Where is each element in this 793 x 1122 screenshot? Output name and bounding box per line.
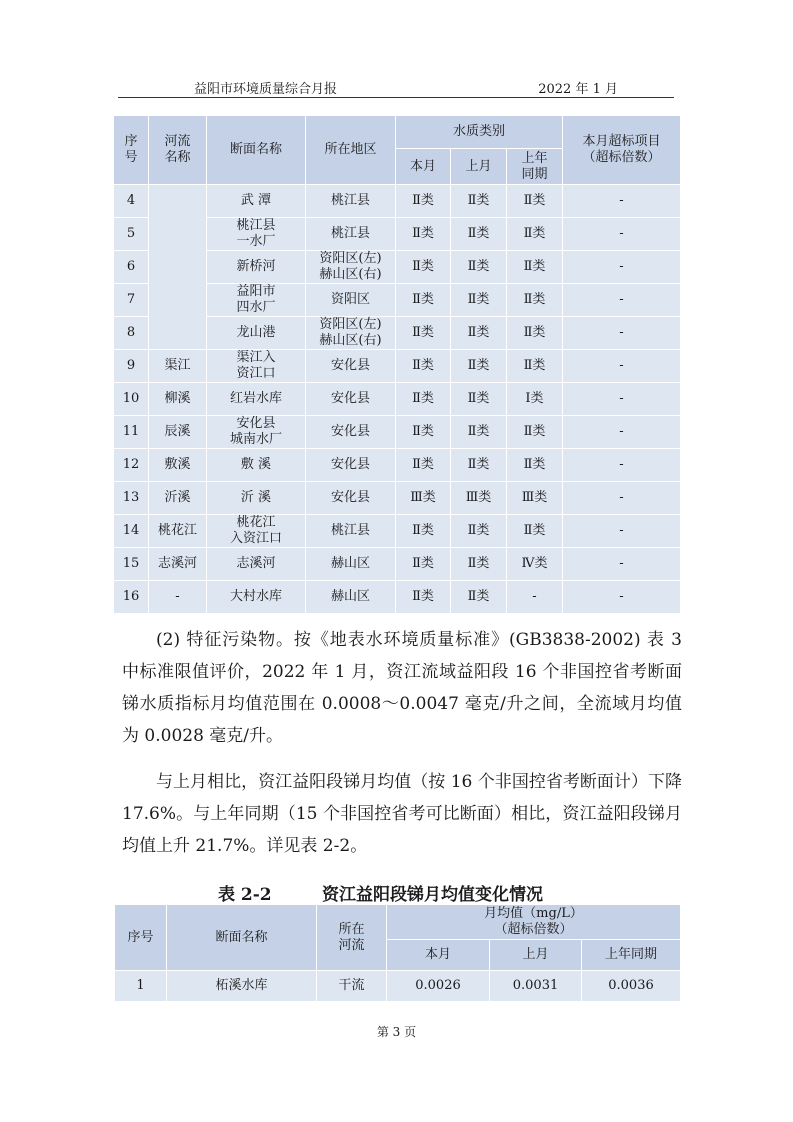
report-title: 益阳市环境质量综合月报 xyxy=(194,82,338,97)
cell-section: 桃花江 入资江口 xyxy=(207,515,306,548)
cell-this-month: Ⅱ类 xyxy=(396,515,451,548)
cell-exceed: - xyxy=(563,482,681,515)
cell-this-month: Ⅲ类 xyxy=(396,482,451,515)
cell-no: 5 xyxy=(114,218,149,251)
header-quality: 水质类别 xyxy=(396,116,563,149)
antimony-table xyxy=(114,904,681,1002)
cell-this-month: Ⅱ类 xyxy=(396,449,451,482)
cell-last-year: Ⅳ类 xyxy=(507,548,563,581)
page-number: 第 3 页 xyxy=(376,1025,417,1039)
cell-this-month: Ⅱ类 xyxy=(396,548,451,581)
cell-region: 安化县 xyxy=(306,383,396,416)
cell-no: 16 xyxy=(114,581,149,614)
cell-river: 柳溪 xyxy=(149,383,207,416)
t2-cell-last-year: 0.0036 xyxy=(582,971,681,1002)
t2-cell-section: 柘溪水库 xyxy=(167,971,317,1002)
cell-no: 6 xyxy=(114,251,149,284)
cell-last-month: Ⅱ类 xyxy=(451,416,507,449)
cell-section: 桃江县 一水厂 xyxy=(207,218,306,251)
table-row xyxy=(114,383,681,416)
cell-region: 安化县 xyxy=(306,449,396,482)
cell-region: 赫山区 xyxy=(306,581,396,614)
cell-last-year: Ⅱ类 xyxy=(507,515,563,548)
header-this-month: 本月 xyxy=(396,149,451,185)
cell-no: 7 xyxy=(114,284,149,317)
cell-no: 14 xyxy=(114,515,149,548)
cell-last-month: Ⅱ类 xyxy=(451,515,507,548)
t2-header-last-year: 上年同期 xyxy=(582,940,681,971)
table-row xyxy=(114,482,681,515)
cell-region: 资阳区(左) 赫山区(右) xyxy=(306,251,396,284)
cell-section: 武 潭 xyxy=(207,185,306,218)
table-row xyxy=(114,185,681,218)
cell-region: 资阳区 xyxy=(306,284,396,317)
cell-exceed: - xyxy=(563,218,681,251)
cell-last-year: Ⅱ类 xyxy=(507,416,563,449)
cell-last-month: Ⅱ类 xyxy=(451,548,507,581)
cell-region: 桃江县 xyxy=(306,515,396,548)
cell-no: 15 xyxy=(114,548,149,581)
cell-region: 赫山区 xyxy=(306,548,396,581)
cell-last-month: Ⅲ类 xyxy=(451,482,507,515)
cell-this-month: Ⅱ类 xyxy=(396,218,451,251)
cell-last-year: Ⅱ类 xyxy=(507,185,563,218)
cell-section: 龙山港 xyxy=(207,317,306,350)
header-no: 序 号 xyxy=(114,116,149,185)
table-row xyxy=(115,971,681,1002)
cell-this-month: Ⅱ类 xyxy=(396,581,451,614)
table-row xyxy=(114,416,681,449)
cell-last-month: Ⅱ类 xyxy=(451,581,507,614)
cell-no: 9 xyxy=(114,350,149,383)
t2-header-this-month: 本月 xyxy=(387,940,490,971)
cell-this-month: Ⅱ类 xyxy=(396,185,451,218)
table-row xyxy=(114,449,681,482)
cell-last-year: Ⅱ类 xyxy=(507,251,563,284)
cell-exceed: - xyxy=(563,317,681,350)
cell-no: 12 xyxy=(114,449,149,482)
cell-this-month: Ⅱ类 xyxy=(396,284,451,317)
header-exceed: 本月超标项目 （超标倍数） xyxy=(563,116,681,185)
table-row xyxy=(114,515,681,548)
t2-header-no: 序号 xyxy=(115,905,167,971)
t2-header-river: 所在 河流 xyxy=(317,905,387,971)
t2-cell-this-month: 0.0026 xyxy=(387,971,490,1002)
cell-last-month: Ⅱ类 xyxy=(451,350,507,383)
cell-section: 新桥河 xyxy=(207,251,306,284)
report-date: 2022 年 1 月 xyxy=(538,82,618,97)
cell-this-month: Ⅱ类 xyxy=(396,350,451,383)
cell-no: 11 xyxy=(114,416,149,449)
cell-region: 安化县 xyxy=(306,482,396,515)
paragraph-comparison: 与上月相比，资江益阳段锑月均值（按 16 个非国控省考断面计）下降 17.6%。与上年同期（15 个非国控省考可比断面）相比，资江益阳段锑月均值上升 21.7%。详见表 2-2。 xyxy=(122,772,682,856)
cell-exceed: - xyxy=(563,548,681,581)
cell-section: 大村水库 xyxy=(207,581,306,614)
header-river: 河流 名称 xyxy=(149,116,207,185)
water-quality-table xyxy=(113,115,681,614)
cell-river: 桃花江 xyxy=(149,515,207,548)
t2-header-avg: 月均值（mg/L） （超标倍数） xyxy=(387,905,681,940)
table-row xyxy=(114,581,681,614)
cell-last-year: Ⅱ类 xyxy=(507,449,563,482)
cell-exceed: - xyxy=(563,581,681,614)
caption-title: 资江益阳段锑月均值变化情况 xyxy=(322,885,543,905)
header-region: 所在地区 xyxy=(306,116,396,185)
cell-last-month: Ⅱ类 xyxy=(451,284,507,317)
cell-river: 渠江 xyxy=(149,350,207,383)
cell-section: 红岩水库 xyxy=(207,383,306,416)
table-caption xyxy=(0,876,793,904)
cell-region: 资阳区(左) 赫山区(右) xyxy=(306,317,396,350)
cell-last-year: Ⅱ类 xyxy=(507,317,563,350)
cell-region: 安化县 xyxy=(306,350,396,383)
cell-region: 桃江县 xyxy=(306,185,396,218)
cell-no: 13 xyxy=(114,482,149,515)
cell-section: 益阳市 四水厂 xyxy=(207,284,306,317)
cell-last-month: Ⅱ类 xyxy=(451,317,507,350)
page-header xyxy=(118,78,674,98)
header-last-year: 上年 同期 xyxy=(507,149,563,185)
cell-last-month: Ⅱ类 xyxy=(451,251,507,284)
cell-section: 敷 溪 xyxy=(207,449,306,482)
cell-section: 沂 溪 xyxy=(207,482,306,515)
cell-river: 志溪河 xyxy=(149,548,207,581)
cell-last-year: Ⅲ类 xyxy=(507,482,563,515)
cell-exceed: - xyxy=(563,251,681,284)
cell-region: 安化县 xyxy=(306,416,396,449)
cell-region: 桃江县 xyxy=(306,218,396,251)
cell-last-year: - xyxy=(507,581,563,614)
cell-exceed: - xyxy=(563,350,681,383)
cell-exceed: - xyxy=(563,416,681,449)
cell-river: - xyxy=(149,581,207,614)
t2-header-section: 断面名称 xyxy=(167,905,317,971)
cell-no: 8 xyxy=(114,317,149,350)
caption-number: 表 2-2 xyxy=(218,885,272,905)
cell-last-month: Ⅱ类 xyxy=(451,449,507,482)
cell-exceed: - xyxy=(563,515,681,548)
t2-header-last-month: 上月 xyxy=(490,940,582,971)
cell-this-month: Ⅱ类 xyxy=(396,317,451,350)
table-row xyxy=(114,548,681,581)
cell-exceed: - xyxy=(563,449,681,482)
cell-last-year: Ⅱ类 xyxy=(507,284,563,317)
cell-no: 10 xyxy=(114,383,149,416)
t2-cell-no: 1 xyxy=(115,971,167,1002)
cell-last-month: Ⅱ类 xyxy=(451,383,507,416)
cell-river: 敷溪 xyxy=(149,449,207,482)
cell-river: 沂溪 xyxy=(149,482,207,515)
cell-section: 渠江入 资江口 xyxy=(207,350,306,383)
cell-exceed: - xyxy=(563,383,681,416)
header-last-month: 上月 xyxy=(451,149,507,185)
t2-cell-last-month: 0.0031 xyxy=(490,971,582,1002)
cell-exceed: - xyxy=(563,284,681,317)
cell-this-month: Ⅱ类 xyxy=(396,251,451,284)
cell-exceed: - xyxy=(563,185,681,218)
paragraph-pollutant: (2) 特征污染物。按《地表水环境质量标准》(GB3838-2002) 表 3 中标准限值评价，2022 年 1 月，资江流域益阳段 16 个非国控省考断面锑水质指标月均值范围在 0.0008～0.0047 毫克/升之间，全流域月均值为 0.0028 毫克/升。 xyxy=(122,630,682,746)
header-section: 断面名称 xyxy=(207,116,306,185)
cell-this-month: Ⅱ类 xyxy=(396,383,451,416)
cell-last-month: Ⅱ类 xyxy=(451,218,507,251)
cell-last-year: Ⅱ类 xyxy=(507,218,563,251)
cell-section: 志溪河 xyxy=(207,548,306,581)
cell-this-month: Ⅱ类 xyxy=(396,416,451,449)
cell-river: 辰溪 xyxy=(149,416,207,449)
t2-cell-river: 干流 xyxy=(317,971,387,1002)
cell-river xyxy=(149,185,207,350)
table-row xyxy=(114,350,681,383)
cell-no: 4 xyxy=(114,185,149,218)
cell-section: 安化县 城南水厂 xyxy=(207,416,306,449)
cell-last-year: Ⅱ类 xyxy=(507,350,563,383)
cell-last-year: Ⅰ类 xyxy=(507,383,563,416)
cell-last-month: Ⅱ类 xyxy=(451,185,507,218)
